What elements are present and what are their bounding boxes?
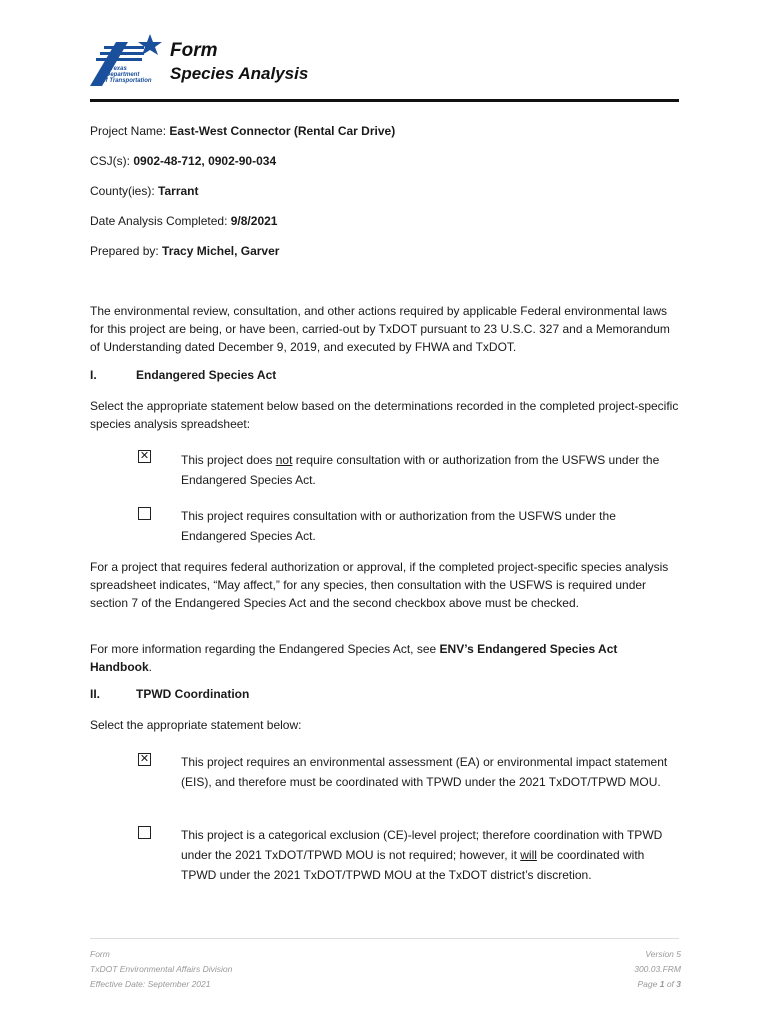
page-total: 3 <box>676 979 681 989</box>
footer-form-number: 300.03.FRM <box>634 964 681 974</box>
section-2-instruction: Select the appropriate statement below: <box>90 718 302 732</box>
form-subtitle: Species Analysis <box>170 64 309 83</box>
tpwd-option-2-underlined: will <box>520 848 537 862</box>
esa-option-1-part1: This project does <box>181 453 276 467</box>
project-name-field <box>90 124 395 138</box>
prepared-by-label: Prepared by: <box>90 244 163 258</box>
page-prefix: Page <box>637 979 660 989</box>
section-2-title: TPWD Coordination <box>136 687 250 701</box>
tpwd-option-2-part2: be coordinated with TPWD under the 2021 TxDOT/TPWD MOU at the TxDOT district’s discretion. <box>181 848 645 882</box>
county-field <box>90 184 198 198</box>
date-value: 9/8/2021 <box>230 214 278 228</box>
esa-more-info-text: For more information regarding the Endangered Species Act, see <box>90 642 440 656</box>
prepared-by-value: Tracy Michel, Garver <box>162 244 280 258</box>
esa-option-2-text: This project requires consultation with or authorization from the USFWS under the Endangered Species Act. <box>181 509 616 543</box>
footer-division: TxDOT Environmental Affairs Division <box>90 964 233 974</box>
county-value: Tarrant <box>158 184 199 198</box>
logo-text-3: of Transportation <box>102 78 152 84</box>
esa-more-info-end: . <box>148 660 153 674</box>
esa-option-1-underlined: not <box>275 453 293 467</box>
tpwd-option-2-checkbox[interactable] <box>138 826 151 839</box>
csj-field <box>90 154 276 168</box>
esa-more-info <box>90 640 680 676</box>
logo-text-2: Department <box>106 72 140 78</box>
tpwd-option-2-text <box>181 825 681 885</box>
tpwd-option-1-text: This project requires an environmental assessment (EA) or environmental impact statement (EIS), and therefore must be coordinated with TPWD under the 2021 TxDOT/TPWD MOU. <box>181 755 668 789</box>
esa-note-paragraph: For a project that requires federal authorization or approval, if the completed project-specific species analysis spreadsheet indicates, “May affect,” for any species, then consultation with the USFWS is required under section 7 of the Endangered Species Act and the second checkbox above must be checked. <box>90 560 669 610</box>
intro-paragraph: The environmental review, consultation, and other actions required by applicable Federal environmental laws for this project are being, or have been, carried-out by TxDOT pursuant to 23 U.S.C. 327 and a Memorandum of Understanding dated December 9, 2019, and executed by FHWA and TxDOT. <box>90 304 670 354</box>
footer-form-label: Form <box>90 949 110 959</box>
esa-option-1-part2: require consultation with or authorization from the USFWS under the Endangered Species Act. <box>181 453 660 487</box>
esa-option-1-text <box>181 450 681 490</box>
section-1-instruction: Select the appropriate statement below based on the determinations recorded in the completed project-specific species analysis spreadsheet: <box>90 399 679 431</box>
footer-page-number <box>638 979 682 989</box>
footer-divider <box>90 938 679 939</box>
date-field <box>90 214 277 228</box>
csj-label: CSJ(s): <box>90 154 134 168</box>
section-2-number: II. <box>90 687 101 701</box>
form-title: Form <box>170 40 218 61</box>
esa-option-1-checkbox[interactable]: ✕ <box>139 450 150 462</box>
header-divider <box>90 99 679 102</box>
txdot-logo <box>90 30 165 86</box>
project-name-value: East-West Connector (Rental Car Drive) <box>169 124 396 138</box>
csj-value: 0902-48-712, 0902-90-034 <box>133 154 277 168</box>
page-mid: of <box>664 979 677 989</box>
prepared-by-field <box>90 244 279 258</box>
section-1-title: Endangered Species Act <box>136 368 277 382</box>
section-1-number: I. <box>90 368 97 382</box>
footer-version: Version 5 <box>645 949 681 959</box>
esa-handbook-link[interactable]: ENV’s Endangered Species Act Handbook <box>90 642 618 674</box>
section-1-heading <box>90 368 276 382</box>
project-name-label: Project Name: <box>90 124 170 138</box>
tpwd-option-2-part1: This project is a categorical exclusion (CE)-level project; therefore coordination with TPWD under the 2021 TxDOT/TPWD MOU is not required; however, it <box>181 828 663 862</box>
date-label: Date Analysis Completed: <box>90 214 231 228</box>
logo-text-1: Texas <box>110 66 127 72</box>
tpwd-option-1-checkbox[interactable]: ✕ <box>139 753 150 765</box>
footer-effective-date: Effective Date: September 2021 <box>90 979 211 989</box>
county-label: County(ies): <box>90 184 159 198</box>
esa-option-2-checkbox[interactable] <box>138 507 151 520</box>
section-2-heading <box>90 687 249 701</box>
page-current: 1 <box>659 979 665 989</box>
